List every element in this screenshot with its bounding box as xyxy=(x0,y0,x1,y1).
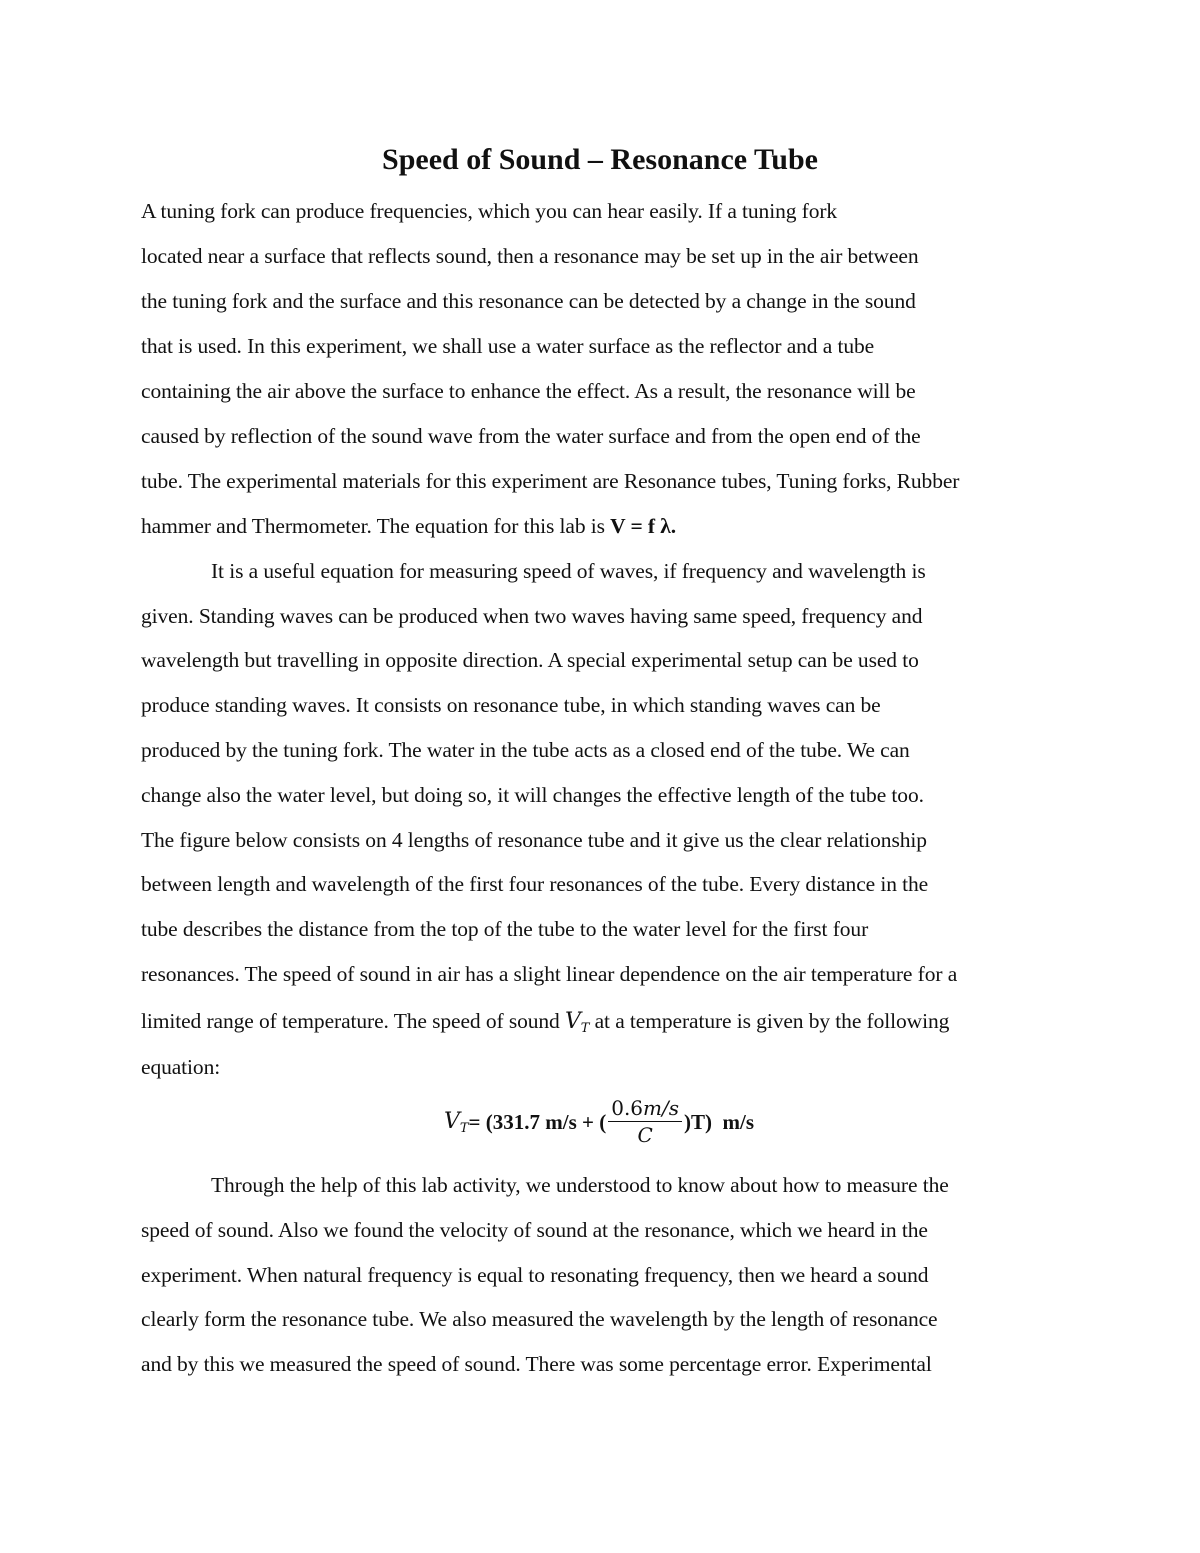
wave-equation: V = f λ. xyxy=(610,514,676,538)
paragraph-2-line-2: given. Standing waves can be produced when two waves having same speed, frequency and xyxy=(141,604,923,628)
fraction-numerator xyxy=(608,1096,682,1122)
fraction-denominator: C xyxy=(637,1123,653,1147)
equation-part-2: )T) m/s xyxy=(684,1109,754,1134)
equation-symbol-letter: V xyxy=(443,1108,460,1134)
equation-part-1: = (331.7 m/s + ( xyxy=(468,1109,607,1134)
paragraph-1-line-5: containing the air above the surface to enhance the effect. As a result, the resonance will be xyxy=(141,379,916,403)
paragraph-1-line-6: caused by reflection of the sound wave from the water surface and from the open end of the xyxy=(141,424,921,448)
paragraph-2-line-12: equation: xyxy=(141,1055,221,1079)
paragraph-3-line-3: experiment. When natural frequency is equal to resonating frequency, then we heard a sound xyxy=(141,1263,929,1287)
paragraph-2-line-7: The figure below consists on 4 lengths of resonance tube and it give us the clear relationship xyxy=(141,828,927,852)
paragraph-2-line-3: wavelength but travelling in opposite direction. A special experimental setup can be used to xyxy=(141,648,919,672)
paragraph-2-line-5: produced by the tuning fork. The water in the tube acts as a closed end of the tube. We can xyxy=(141,738,910,762)
paragraph-2-line-4: produce standing waves. It consists on resonance tube, in which standing waves can be xyxy=(141,693,881,717)
paragraph-3-line-1: Through the help of this lab activity, we understood to know about how to measure the xyxy=(211,1173,949,1197)
speed-symbol-inline xyxy=(565,1009,589,1034)
paragraph-2-line-1: It is a useful equation for measuring speed of waves, if frequency and wavelength is xyxy=(211,559,926,583)
paragraph-2-line-11 xyxy=(141,1007,949,1043)
paragraph-2-line-6: change also the water level, but doing so, it will changes the effective length of the tube too. xyxy=(141,783,924,807)
paragraph-1-line-7: tube. The experimental materials for this experiment are Resonance tubes, Tuning forks, Rubber xyxy=(141,469,960,493)
paragraph-2-line-8: between length and wavelength of the first four resonances of the tube. Every distance in the xyxy=(141,872,929,896)
document-title: Speed of Sound – Resonance Tube xyxy=(382,143,818,176)
paragraph-2-line-11-before: limited range of temperature. The speed of sound xyxy=(141,1009,565,1033)
paragraph-2-line-11-after: at a temperature is given by the following xyxy=(589,1009,950,1033)
paragraph-1-line-2: located near a surface that reflects sound, then a resonance may be set up in the air between xyxy=(141,244,919,268)
paragraph-3-line-2: speed of sound. Also we found the velocity of sound at the resonance, which we heard in the xyxy=(141,1218,928,1242)
equation-symbol-subscript: T xyxy=(459,1120,469,1136)
paragraph-1-line-4: that is used. In this experiment, we shall use a water surface as the reflector and a tube xyxy=(141,334,875,358)
equation-fraction xyxy=(608,1096,682,1148)
speed-symbol-subscript: T xyxy=(580,1021,590,1036)
temperature-speed-equation xyxy=(0,1092,1200,1152)
paragraph-2-line-9: tube describes the distance from the top of the tube to the water level for the first four xyxy=(141,917,869,941)
numerator-value: 0.6 xyxy=(611,1096,644,1120)
speed-symbol-letter: V xyxy=(564,1009,581,1034)
paragraph-3-line-4: clearly form the resonance tube. We also measured the wavelength by the length of resonance xyxy=(141,1307,938,1331)
paragraph-2-line-10: resonances. The speed of sound in air has a slight linear dependence on the air temperature for a xyxy=(141,962,958,986)
paragraph-1-line-8 xyxy=(141,512,676,540)
paragraph-3-line-5: and by this we measured the speed of sound. There was some percentage error. Experimental xyxy=(141,1352,932,1376)
paragraph-1-line-1: A tuning fork can produce frequencies, which you can hear easily. If a tuning fork xyxy=(141,199,838,223)
equation-symbol xyxy=(444,1109,469,1136)
paragraph-1-line-3: the tuning fork and the surface and this resonance can be detected by a change in the sound xyxy=(141,289,916,313)
paragraph-1-line-8-text: hammer and Thermometer. The equation for this lab is xyxy=(141,514,611,538)
numerator-unit: m/s xyxy=(643,1096,679,1120)
